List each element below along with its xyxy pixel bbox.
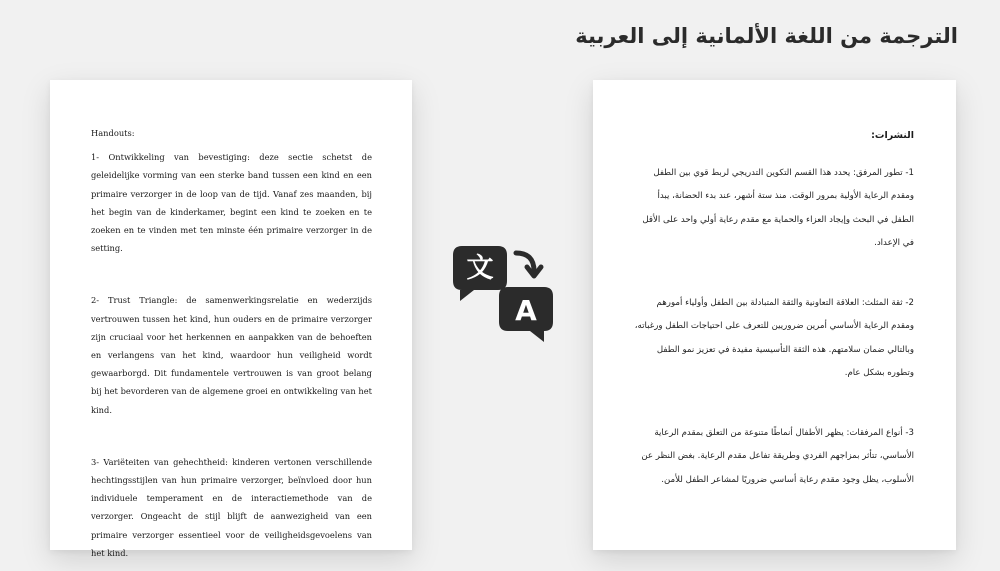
source-paragraph-3: 3- Variëteiten van gehechtheid: kinderen vertonen verschillende hechtingsstijlen van hun primaire verzorger, beïnvloed door hun individuele temperament en de interactiemethode van de verzorger. Ongeacht de stijl blijft de aanwezigheid van een primaire verzorger essentieel voor de veiligheidsgevoelens van het kind.: [91, 456, 372, 558]
translated-document-page: [593, 80, 956, 550]
svg-text:文: 文: [466, 253, 494, 284]
source-heading: Handouts:: [91, 128, 135, 138]
translated-paragraph-2: 2- ثقة المثلث: العلاقة التعاونية والثقة المتبادلة بين الطفل وأولياء أمورهم ومقدم الرعاية الأساسي أمرين ضروريين للتعرف على احتياجات الطفل ورغباته، وبالتالي ضمان سلامتهم. هذه الثقة التأسيسية مفيدة في تعزيز نمو الطفل وتطوره بشكل عام.: [634, 297, 914, 378]
source-paragraph-2: 2- Trust Triangle: de samenwerkingsrelatie en wederzijds vertrouwen tussen het kind, hun ouders en de primaire verzorger zijn cruciaal voor het herkennen en aanpakken van de behoeften en verlangens van het kind, waardoor hun veiligheid wordt gewaarborgd. Dit fundamentele vertrouwen is van groot belang bij het bevorderen van de algemene groei en ontwikkeling van het kind.: [91, 295, 372, 415]
source-paragraph-1: 1- Ontwikkeling van bevestiging: deze sectie schetst de geleidelijke vorming van een sterke band tussen een kind en een primaire verzorger in de loop van de tijd. Vanaf zes maanden, bij het begin van de kinderkamer, begint een kind te zoeken en te zoeken en te vinden met ten minste één primaire verzorger in de setting.: [91, 152, 372, 254]
translate-icon: [450, 243, 556, 349]
page-title: الترجمة من اللغة الألمانية إلى العربية: [575, 24, 958, 48]
translated-paragraph-1: 1- تطور المرفق: يحدد هذا القسم التكوين التدريجي لربط قوي بين الطفل ومقدم الرعاية الأولية بمرور الوقت. منذ ستة أشهر، عند بدء الحضانة، يبدأ الطفل في البحث وإيجاد العزاء والحماية مع مقدم رعاية أولي واحد على الأقل في الإعداد.: [642, 167, 914, 248]
translated-paragraph-3: 3- أنواع المرفقات: يظهر الأطفال أنماطًا متنوعة من التعلق بمقدم الرعاية الأساسي، تتأثر بمزاجهم الفردي وطريقة تفاعل مقدم الرعاية. بغض النظر عن الأسلوب، يظل وجود مقدم رعاية أساسي ضروريًا لمشاعر الطفل للأمن.: [641, 427, 914, 485]
source-document-page: [50, 80, 412, 558]
translated-heading: النشرات:: [871, 130, 914, 141]
svg-text:A: A: [515, 294, 537, 327]
